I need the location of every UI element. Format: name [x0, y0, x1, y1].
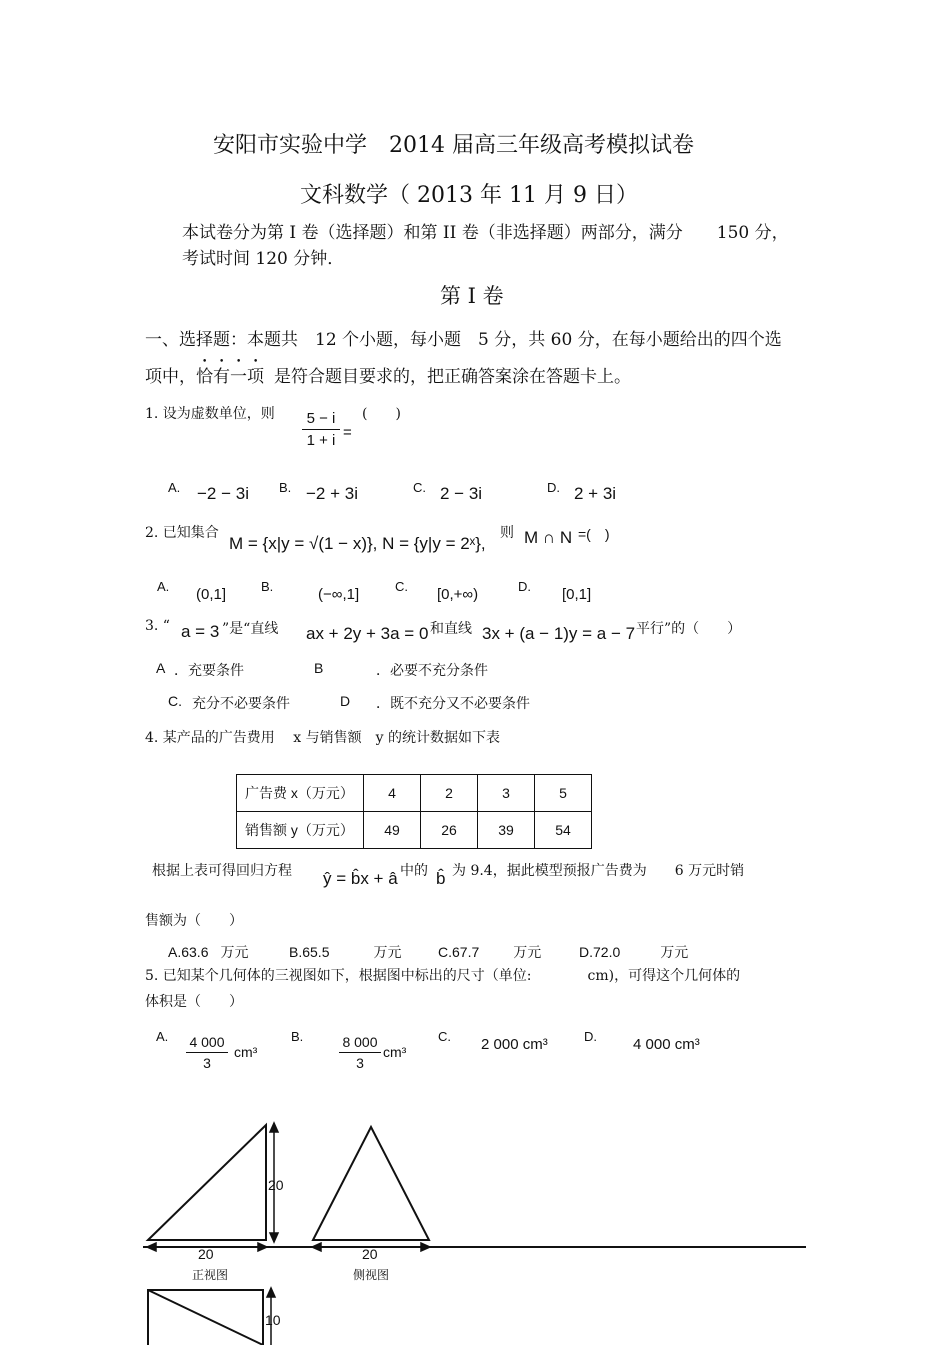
q1-stem: 1. 设为虚数单位，则: [145, 406, 275, 422]
table-cell: 54: [535, 812, 592, 849]
q1-equals: =: [343, 424, 352, 441]
q2-sets-expression: M = {x|y = √(1 − x)}, N = {y|y = 2ˣ},: [229, 534, 486, 553]
instruction-prefix: 项中，: [145, 367, 196, 387]
q2-tail: =( ): [578, 526, 610, 542]
q2-then: 则: [500, 525, 514, 541]
arrow-up-icon: [270, 1123, 278, 1132]
q5-opt-b-den: 3: [356, 1055, 364, 1071]
q3-condition: a = 3: [181, 622, 220, 641]
q5-opt-a-num: 4 000: [189, 1034, 225, 1050]
q3-line-2: 3x + (a − 1)y = a − 7: [482, 624, 636, 643]
arrow-down-icon: [270, 1233, 278, 1242]
table-row-label: 销售额 y（万元）: [237, 812, 364, 849]
q1-answer-paren: ( ): [362, 406, 401, 422]
q4-opt-d-unit: 万元: [660, 945, 689, 961]
q4-text-2: 中的: [400, 863, 428, 879]
front-view-caption: 正视图: [192, 1268, 229, 1282]
q5-opt-c-label: C.: [438, 1029, 451, 1044]
q4-opt-c-unit: 万元: [513, 945, 542, 961]
table-cell: 49: [364, 812, 421, 849]
q2-opt-b-value: (−∞,1]: [318, 586, 360, 603]
instruction-suffix: 是符合题目要求的，把正确答案涂在答题卡上。: [274, 367, 631, 387]
q3-text-1: ”是“直线: [222, 621, 279, 637]
front-height-label: 20: [268, 1177, 284, 1193]
q5-opt-b-num: 8 000: [342, 1034, 378, 1050]
intro-line-1: 本试卷分为第 I 卷（选择题）和第 II 卷（非选择题）两部分，满分 150 分，: [182, 223, 789, 243]
arrow-right-icon: [421, 1243, 430, 1251]
q3-text-2: 和直线: [430, 621, 472, 637]
q1-opt-b-value: −2 + 3i: [306, 484, 358, 503]
q2-opt-d-label: D.: [518, 579, 531, 594]
side-view-caption: 侧视图: [353, 1268, 390, 1282]
arrow-left-icon: [147, 1243, 156, 1251]
q1-opt-b-label: B.: [279, 480, 292, 495]
table-cell: 3: [478, 775, 535, 812]
part-title: 第 I 卷: [440, 284, 504, 308]
q3-opt-d-label: D: [340, 693, 351, 709]
q1-opt-d-value: 2 + 3i: [574, 484, 617, 503]
q1-opt-d-label: D.: [547, 480, 560, 495]
q1-opt-c-label: C.: [413, 480, 426, 495]
q4-opt-c-label: C.67.7: [438, 944, 480, 960]
exam-title: 安阳市实验中学 2014 届高三年级高考模拟试卷: [213, 133, 694, 158]
q2-opt-d-value: [0,1]: [562, 586, 592, 603]
table-cell: 2: [421, 775, 478, 812]
q2-opt-b-label: B.: [261, 579, 274, 594]
side-width-label: 20: [362, 1246, 378, 1262]
q1-opt-a-value: −2 − 3i: [197, 484, 249, 503]
q3-opt-a-text: ．充要条件: [174, 663, 244, 679]
table-cell: 39: [478, 812, 535, 849]
q3-line-1: ax + 2y + 3a = 0: [306, 624, 429, 643]
arrow-right-icon: [258, 1243, 267, 1251]
q2-intersection: M ∩ N: [524, 528, 573, 547]
subject-title: 文科数学（ 2013 年 11 月 9 日）: [300, 183, 638, 208]
q5-stem-line-1: 5. 已知某个几何体的三视图如下，根据图中标出的尺寸（单位: cm)，可得这个几何体的: [145, 968, 741, 984]
q4-opt-b-unit: 万元: [373, 945, 402, 961]
front-view-triangle: [148, 1125, 266, 1240]
q4-opt-b-label: B.65.5: [289, 944, 330, 960]
q1-opt-a-label: A.: [168, 480, 181, 495]
q5-opt-a-label: A.: [156, 1029, 169, 1044]
q2-stem: 2. 已知集合: [145, 525, 219, 541]
table-cell: 26: [421, 812, 478, 849]
q3-opt-b-text: ．必要不充分条件: [376, 663, 488, 679]
q4-b-hat: b̂: [436, 869, 446, 888]
q2-opt-a-value: (0,1]: [196, 586, 227, 603]
q3-opt-c-text: 充分不必要条件: [192, 696, 290, 712]
q4-text-4: 售额为（ ）: [145, 913, 243, 929]
section-instruction-line-1: 一、选择题：本题共 12 个小题，每小题 5 分，共 60 分，在每小题给出的四个选: [145, 330, 782, 350]
top-height-label: 10: [265, 1312, 281, 1328]
top-view-diagonal: [148, 1290, 263, 1345]
q4-stem: 4. 某产品的广告费用 x 与销售额 y 的统计数据如下表: [145, 730, 500, 746]
q5-opt-b-label: B.: [291, 1029, 304, 1044]
q1-opt-c-value: 2 − 3i: [440, 484, 483, 503]
q3-number: 3. “: [145, 618, 170, 634]
q3-opt-d-text: ．既不充分又不必要条件: [376, 696, 530, 712]
q4-opt-d-label: D.72.0: [579, 944, 621, 960]
q3-opt-a-label: A: [156, 660, 166, 676]
q3-text-3: 平行”的（ ）: [636, 621, 742, 637]
q5-opt-d-value: 4 000 cm³: [633, 1036, 700, 1053]
q5-opt-a-den: 3: [203, 1055, 211, 1071]
q3-opt-c-label: C.: [168, 693, 182, 709]
q2-opt-a-label: A.: [157, 579, 170, 594]
table-cell: 5: [535, 775, 592, 812]
q4-text-3: 为 9.4，据此模型预报广告费为 6 万元时销: [452, 863, 745, 879]
instruction-emphasis: 恰有一项: [196, 367, 264, 387]
q1-frac-num: 5 − i: [306, 410, 336, 427]
side-view-triangle: [313, 1127, 429, 1240]
q4-text-1: 根据上表可得回归方程: [152, 863, 292, 879]
q1-frac-den: 1 + i: [306, 432, 336, 449]
q3-opt-b-label: B: [314, 660, 324, 676]
arrow-up-icon: [267, 1288, 275, 1297]
q2-opt-c-value: [0,+∞): [437, 586, 479, 603]
q5-opt-a-unit: cm³: [234, 1044, 258, 1060]
q4-opt-a-label: A.63.6: [168, 944, 209, 960]
front-width-label: 20: [198, 1246, 214, 1262]
q4-opt-a-unit: 万元: [220, 945, 249, 961]
q5-opt-c-value: 2 000 cm³: [481, 1036, 548, 1053]
table-row-label: 广告费 x（万元）: [237, 775, 364, 812]
q5-stem-line-2: 体积是（ ）: [145, 994, 243, 1010]
q4-regression-equation: ŷ = b̂x + â: [323, 869, 398, 888]
intro-line-2: 考试时间 120 分钟．: [182, 249, 345, 269]
q2-opt-c-label: C.: [395, 579, 408, 594]
q5-opt-b-unit: cm³: [383, 1044, 407, 1060]
q5-opt-d-label: D.: [584, 1029, 597, 1044]
table-cell: 4: [364, 775, 421, 812]
arrow-left-icon: [312, 1243, 321, 1251]
